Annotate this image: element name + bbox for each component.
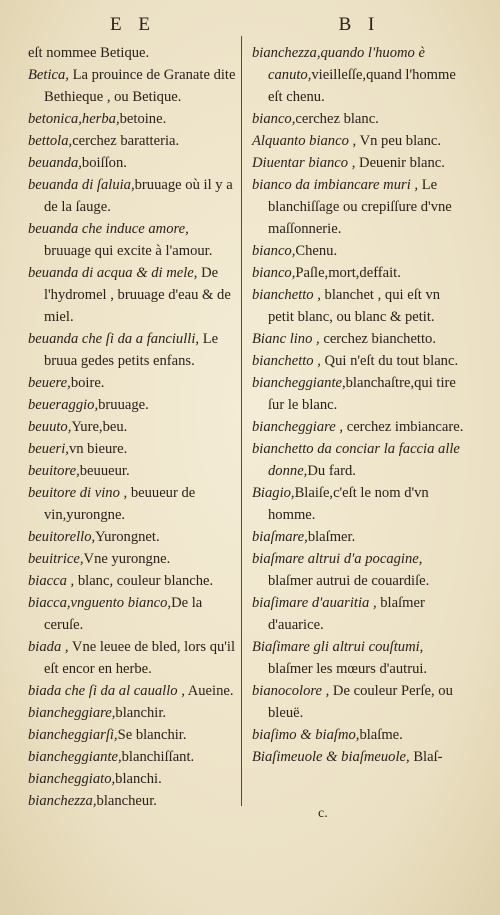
entry-headword: biaſimare d'auaritia , (252, 595, 377, 611)
entry-definition: cerchez baratteria. (72, 133, 180, 149)
dictionary-entry (252, 108, 467, 130)
dictionary-entry (28, 526, 238, 548)
entry-headword: beuanda che ſi da a fanciulli, (28, 331, 200, 347)
dictionary-entry (28, 460, 238, 482)
entry-definition: beuueur de vin,yurongne. (44, 485, 196, 523)
entry-definition: boire. (70, 375, 105, 391)
entry-headword: beuitore di vino , (28, 485, 128, 501)
entry-headword: bianchezza,quando l'huomo è canuto, (252, 45, 425, 83)
right-entries (252, 42, 467, 768)
entry-definition: cerchez bianchetto. (319, 331, 436, 347)
entry-headword: bianchetto , (252, 287, 321, 303)
dictionary-entry (252, 526, 467, 548)
signature-mark: c. (318, 806, 328, 821)
entry-definition: beuueur. (79, 463, 130, 479)
dictionary-entry (28, 746, 238, 768)
left-entries (28, 42, 238, 812)
dictionary-entry (28, 394, 238, 416)
entry-definition: Paſle,mort,deffait. (295, 265, 401, 281)
entry-headword: biancheggiare, (28, 705, 116, 721)
entry-definition: De l'hydromel , bruuage d'eau & de miel. (44, 265, 231, 325)
entry-headword: beuanda di ſaluia, (28, 177, 135, 193)
entry-headword: bettola, (28, 133, 73, 149)
entry-definition: Yurongnet. (95, 529, 160, 545)
dictionary-entry (28, 482, 238, 526)
entry-definition: bruuage qui excite à l'amour. (44, 243, 213, 259)
dictionary-entry (252, 372, 467, 416)
entry-headword: Betica, (28, 67, 69, 83)
entry-definition: Deuenir blanc. (355, 155, 445, 171)
entry-definition: Se blanchir. (117, 727, 187, 743)
entry-headword: biancheggiante, (252, 375, 346, 391)
entry-headword: beueraggio, (28, 397, 99, 413)
entry-headword: bianocolore , (252, 683, 330, 699)
entry-definition: blaſmer. (307, 529, 356, 545)
entry-definition: Vn peu blanc. (356, 133, 442, 149)
entry-definition: blaſme. (359, 727, 403, 743)
entry-definition: De la ceruſe. (44, 595, 203, 633)
entry-headword: biaſimo & biaſmo, (252, 727, 360, 743)
entry-definition: cerchez blanc. (295, 111, 379, 127)
entry-headword: beuuto, (28, 419, 72, 435)
dictionary-entry (28, 438, 238, 460)
entry-headword: bianco, (252, 265, 296, 281)
entry-definition: Qui n'eſt du tout blanc. (320, 353, 459, 369)
entry-headword: beuere, (28, 375, 71, 391)
entry-definition: La prouince de Granate dite Bethieque , ou Betique. (44, 67, 236, 105)
dictionary-entry (252, 152, 467, 174)
dictionary-entry (28, 108, 238, 130)
entry-headword: beuanda, (28, 155, 82, 171)
entry-definition: vn bieure. (68, 441, 128, 457)
entry-headword: bianco, (252, 111, 296, 127)
entry-headword: biada , (28, 639, 69, 655)
entry-headword: biancheggiato, (28, 771, 116, 787)
dictionary-entry (252, 328, 467, 350)
dictionary-entry (28, 548, 238, 570)
entry-headword: biacca,vnguento bianco, (28, 595, 172, 611)
dictionary-entry (28, 416, 238, 438)
dictionary-entry (252, 548, 467, 592)
entry-definition: eſt nommee Betique. (28, 45, 150, 61)
entry-definition: vieilleſſe,quand l'homme eſt chenu. (268, 67, 456, 105)
column-rule (241, 36, 242, 806)
entry-headword: bianchezza, (28, 793, 97, 809)
entry-definition: Blaiſe,c'eſt le nom d'vn homme. (268, 485, 429, 523)
dictionary-entry (252, 262, 467, 284)
dictionary-entry (28, 42, 238, 64)
entry-headword: betonica,herba, (28, 111, 120, 127)
dictionary-entry (28, 174, 238, 218)
dictionary-entry (252, 482, 467, 526)
entry-definition: Le blanchiſſage ou crepiſſure d'vne maſſonnerie. (268, 177, 452, 237)
entry-definition: blanc, couleur blanche. (74, 573, 214, 589)
dictionary-entry (28, 636, 238, 680)
dictionary-entry (28, 592, 238, 636)
entry-headword: beuanda di acqua & di mele, (28, 265, 198, 281)
entry-definition: blaſmer autrui de couardiſe. (268, 573, 430, 589)
entry-headword: biada che ſi da al cauallo , (28, 683, 185, 699)
dictionary-entry (28, 152, 238, 174)
dictionary-entry (28, 768, 238, 790)
entry-headword: biancheggiarſi, (28, 727, 118, 743)
right-column (252, 10, 467, 768)
entry-definition: De couleur Perſe, ou bleuë. (268, 683, 453, 721)
entry-definition: cerchez imbiancare. (343, 419, 464, 435)
entry-definition: blaſmer d'auarice. (268, 595, 425, 633)
entry-definition: Yure,beu. (71, 419, 128, 435)
entry-headword: Alquanto bianco , (252, 133, 357, 149)
entry-definition: bruuage où il y a de la ſauge. (44, 177, 233, 215)
entry-definition: blanchi. (115, 771, 162, 787)
entry-definition: blanchir. (115, 705, 167, 721)
dictionary-entry (252, 592, 467, 636)
entry-headword: biancheggiare , (252, 419, 344, 435)
entry-headword: beuanda che induce amore, (28, 221, 189, 237)
entry-headword: beuitore, (28, 463, 80, 479)
entry-definition: boiſſon. (81, 155, 127, 171)
entry-definition: blanchaſtre,qui tire ſur le blanc. (268, 375, 456, 413)
dictionary-entry (252, 724, 467, 746)
dictionary-entry (28, 680, 238, 702)
entry-headword: Biaſimeuole & biaſmeuole, (252, 749, 410, 765)
dictionary-entry (28, 570, 238, 592)
dictionary-entry (28, 64, 238, 108)
dictionary-entry (252, 746, 467, 768)
entry-headword: beuitorello, (28, 529, 96, 545)
dictionary-entry (252, 42, 467, 108)
entry-definition: Chenu. (295, 243, 338, 259)
entry-headword: Biaſimare gli altrui couſtumi, (252, 639, 424, 655)
entry-headword: bianchetto da conciar la faccia alle donne, (252, 441, 460, 479)
dictionary-entry (252, 174, 467, 240)
dictionary-entry (28, 724, 238, 746)
entry-headword: Bianc lino , (252, 331, 320, 347)
dictionary-entry (28, 328, 238, 372)
entry-headword: Biagio, (252, 485, 295, 501)
entry-headword: bianchetto , (252, 353, 321, 369)
entry-definition: blancheur. (96, 793, 157, 809)
dictionary-entry (252, 680, 467, 724)
entry-headword: bianco da imbiancare muri , (252, 177, 419, 193)
entry-definition: blanchiſſant. (121, 749, 195, 765)
dictionary-entry (28, 372, 238, 394)
entry-headword: biacca , (28, 573, 75, 589)
entry-headword: biaſmare, (252, 529, 308, 545)
dictionary-entry (252, 416, 467, 438)
dictionary-entry (28, 218, 238, 262)
entry-definition: betoine. (119, 111, 167, 127)
dictionary-entry (252, 284, 467, 328)
dictionary-entry (252, 438, 467, 482)
dictionary-entry (252, 636, 467, 680)
right-running-head: B I (338, 14, 381, 35)
entry-headword: biaſmare altrui d'a pocagine, (252, 551, 423, 567)
entry-definition: Du fard. (307, 463, 356, 479)
dictionary-entry (28, 790, 238, 812)
dictionary-entry (252, 240, 467, 262)
dictionary-entry (28, 130, 238, 152)
entry-headword: Diuentar bianco , (252, 155, 356, 171)
dictionary-entry (252, 350, 467, 372)
entry-headword: biancheggiante, (28, 749, 122, 765)
entry-definition: Vne yurongne. (83, 551, 171, 567)
entry-definition: Le bruua gedes petits enfans. (44, 331, 219, 369)
entry-definition: Aueine. (184, 683, 234, 699)
entry-definition: bruuage. (98, 397, 149, 413)
left-running-head: E E (110, 14, 156, 35)
entry-headword: beueri, (28, 441, 69, 457)
dictionary-entry (252, 130, 467, 152)
dictionary-entry (28, 702, 238, 724)
entry-definition: blanchet , qui eſt vn petit blanc, ou blanc & petit. (268, 287, 441, 325)
entry-definition: Blaſ- (409, 749, 443, 765)
dictionary-entry (28, 262, 238, 328)
entry-definition: blaſmer les mœurs d'autrui. (268, 661, 428, 677)
entry-headword: bianco, (252, 243, 296, 259)
left-column (28, 10, 238, 812)
entry-headword: beuitrice, (28, 551, 84, 567)
entry-definition: Vne leuee de bled, lors qu'il eſt encor en herbe. (44, 639, 236, 677)
